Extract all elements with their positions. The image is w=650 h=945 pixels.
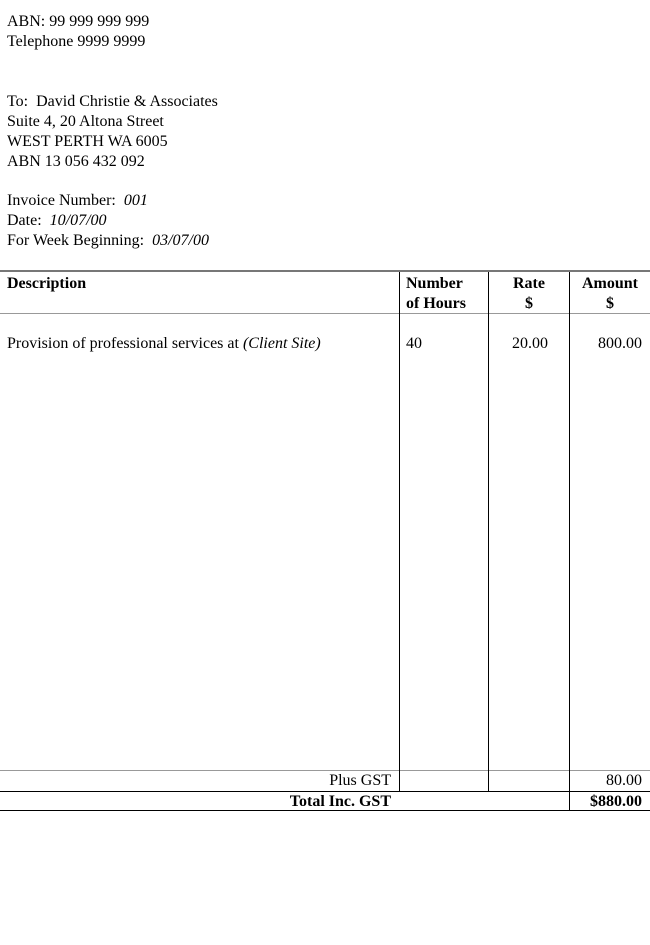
abn-text: ABN: 99 999 999 999: [7, 13, 150, 30]
table-top-rule: [0, 270, 650, 272]
recipient-name: David Christie & Associates: [36, 93, 218, 110]
header-rate: [489, 274, 569, 314]
row-amount: 800.00: [598, 335, 642, 352]
recipient-address-line2: WEST PERTH WA 6005: [7, 133, 168, 150]
total-amount: $880.00: [590, 793, 642, 810]
date-label: Date:: [7, 212, 42, 229]
header-rate-line2: $: [525, 295, 533, 312]
header-hours: [406, 274, 466, 314]
week-line: [7, 231, 209, 251]
week-label: For Week Beginning:: [7, 232, 145, 249]
row-description-text: Provision of professional services at: [7, 335, 239, 352]
date-line: [7, 211, 107, 231]
header-rate-line1: Rate: [513, 275, 545, 292]
week-beginning: 03/07/00: [152, 232, 209, 249]
total-label: Total Inc. GST: [289, 793, 391, 810]
row-description-client-site: (Client Site): [242, 335, 321, 352]
header-hours-line2: of Hours: [406, 295, 466, 312]
row-description: [7, 334, 321, 354]
invoice-number-label: Invoice Number:: [7, 192, 116, 209]
header-amount-line1: Amount: [581, 275, 638, 292]
header-amount-line2: $: [606, 295, 614, 312]
gst-label: Plus GST: [329, 772, 391, 789]
row-rate: 20.00: [512, 335, 548, 352]
header-amount: [570, 274, 650, 314]
invoice-number: 001: [123, 192, 148, 209]
invoice-number-line: [7, 191, 148, 211]
recipient-abn: ABN 13 056 432 092: [7, 153, 145, 170]
invoice-date: 10/07/00: [49, 212, 107, 229]
to-label: To:: [7, 93, 29, 110]
recipient-line: [7, 92, 218, 112]
header-hours-line1: Number: [406, 275, 463, 292]
column-divider-hours: [399, 272, 400, 791]
header-description: Description: [7, 275, 87, 292]
recipient-address-line1: Suite 4, 20 Altona Street: [7, 113, 164, 130]
row-hours: 40: [406, 335, 422, 352]
telephone-text: Telephone 9999 9999: [7, 33, 146, 50]
gst-amount: 80.00: [606, 772, 642, 789]
